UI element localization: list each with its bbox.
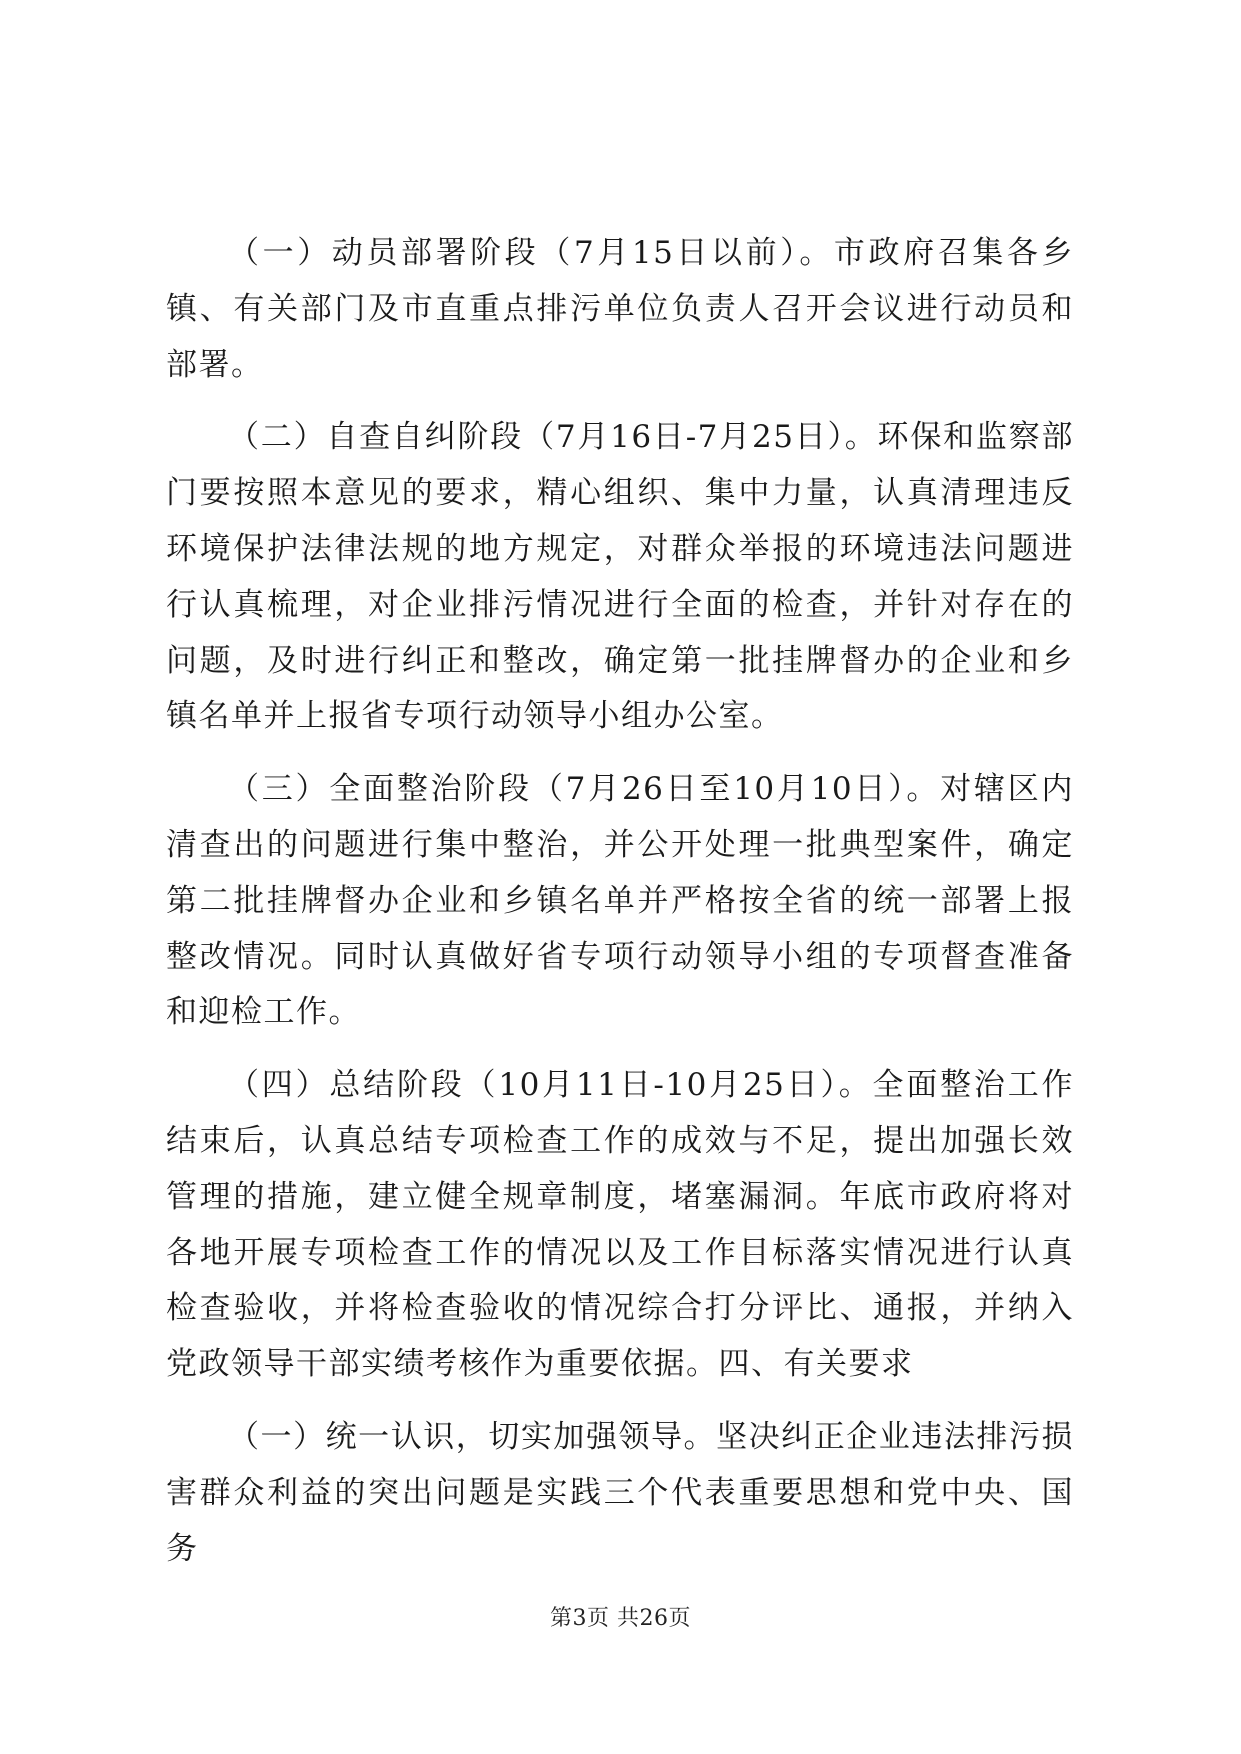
paragraph-mobilization-stage: （一）动员部署阶段（7月15日以前）。市政府召集各乡镇、有关部门及市直重点排污单位负责人召开会议进行动员和部署。 xyxy=(166,235,1074,383)
paragraph-summary-stage: （四）总结阶段（10月11日-10月25日）。全面整治工作结束后，认真总结专项检查工作的成效与不足，提出加强长效管理的措施，建立健全规章制度，堵塞漏洞。年底市政府将对各地开展专项检查工作的情况以及工作目标落实情况进行认真检查验收，并将检查验收的情况综合打分评比、通报，并纳入党政领导干部实绩考核作为重要依据。四、有关要求 xyxy=(166,1067,1074,1383)
paragraph-comprehensive-rectification-stage: （三）全面整治阶段（7月26日至10月10日）。对辖区内清查出的问题进行集中整治，并公开处理一批典型案件，确定第二批挂牌督办企业和乡镇名单并严格按全省的统一部署上报整改情况。同时认真做好省专项行动领导小组的专项督查准备和迎检工作。 xyxy=(166,771,1074,1031)
paragraph-unified-understanding: （一）统一认识，切实加强领导。坚决纠正企业违法排污损害群众利益的突出问题是实践三个代表重要思想和党中央、国务 xyxy=(166,1418,1074,1567)
page-number-footer: 第3页 共26页 xyxy=(550,1606,691,1631)
document-body xyxy=(166,226,1074,1594)
paragraph-self-inspection-stage: （二）自查自纠阶段（7月16日-7月25日）。环保和监察部门要按照本意见的要求，精心组织、集中力量，认真清理违反环境保护法律法规的地方规定，对群众举报的环境违法问题进行认真梳理，对企业排污情况进行全面的检查，并针对存在的问题，及时进行纠正和整改，确定第一批挂牌督办的企业和乡镇名单并上报省专项行动领导小组办公室。 xyxy=(166,419,1074,735)
